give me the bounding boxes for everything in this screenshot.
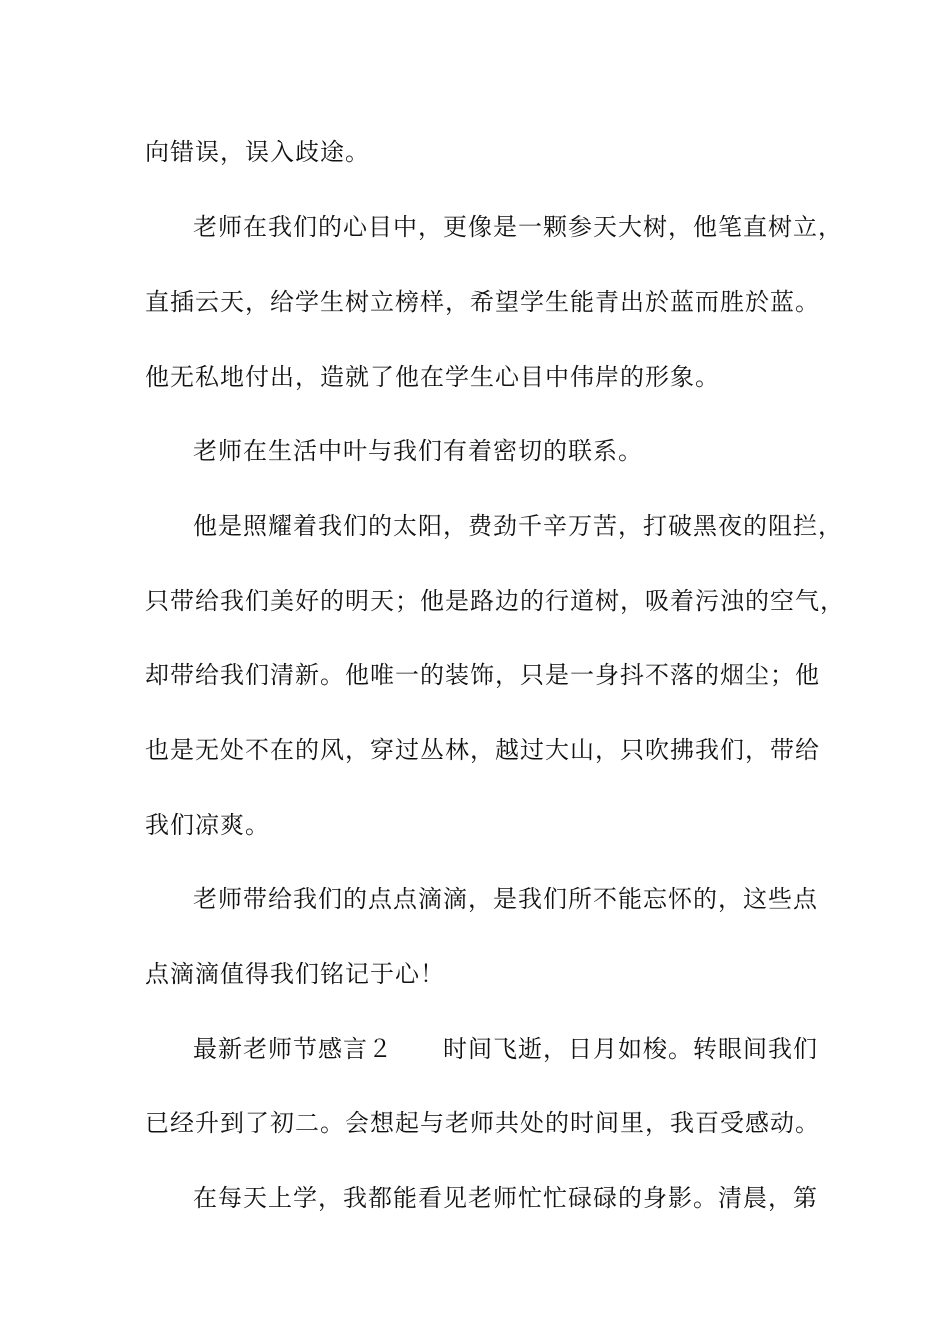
text-line-7: 只带给我们美好的明天；他是路边的行道树，吸着污浊的空气， (145, 587, 845, 615)
text-line-4: 他无私地付出，造就了他在学生心目中伟岸的形象。 (145, 363, 720, 391)
text-line-14: 已经升到了初二。会想起与老师共处的时间里，我百受感动。 (145, 1109, 820, 1137)
text-line-15: 在每天上学，我都能看见老师忙忙碌碌的身影。清晨，第 (193, 1184, 818, 1212)
text-line-9: 也是无处不在的风，穿过丛林，越过大山，只吹拂我们，带给 (145, 736, 820, 764)
text-line-12: 点滴滴值得我们铭记于心！ (145, 960, 445, 988)
text-line-8: 却带给我们清新。他唯一的装饰，只是一身抖不落的烟尘；他 (145, 661, 820, 689)
text-line-6: 他是照耀着我们的太阳，费劲千辛万苦，打破黑夜的阻拦， (193, 512, 843, 540)
text-line-3: 直插云天，给学生树立榜样，希望学生能青出於蓝而胜於蓝。 (145, 288, 820, 316)
text-line-10: 我们凉爽。 (145, 811, 270, 839)
text-line-1: 向错误，误入歧途。 (145, 138, 370, 166)
text-line-11: 老师带给我们的点点滴滴，是我们所不能忘怀的，这些点 (193, 885, 818, 913)
text-line-13: 最新老师节感言２ 时间飞逝，日月如梭。转眼间我们 (193, 1035, 818, 1063)
text-line-5: 老师在生活中叶与我们有着密切的联系。 (193, 437, 643, 465)
text-line-2: 老师在我们的心目中，更像是一颗参天大树，他笔直树立， (193, 213, 843, 241)
